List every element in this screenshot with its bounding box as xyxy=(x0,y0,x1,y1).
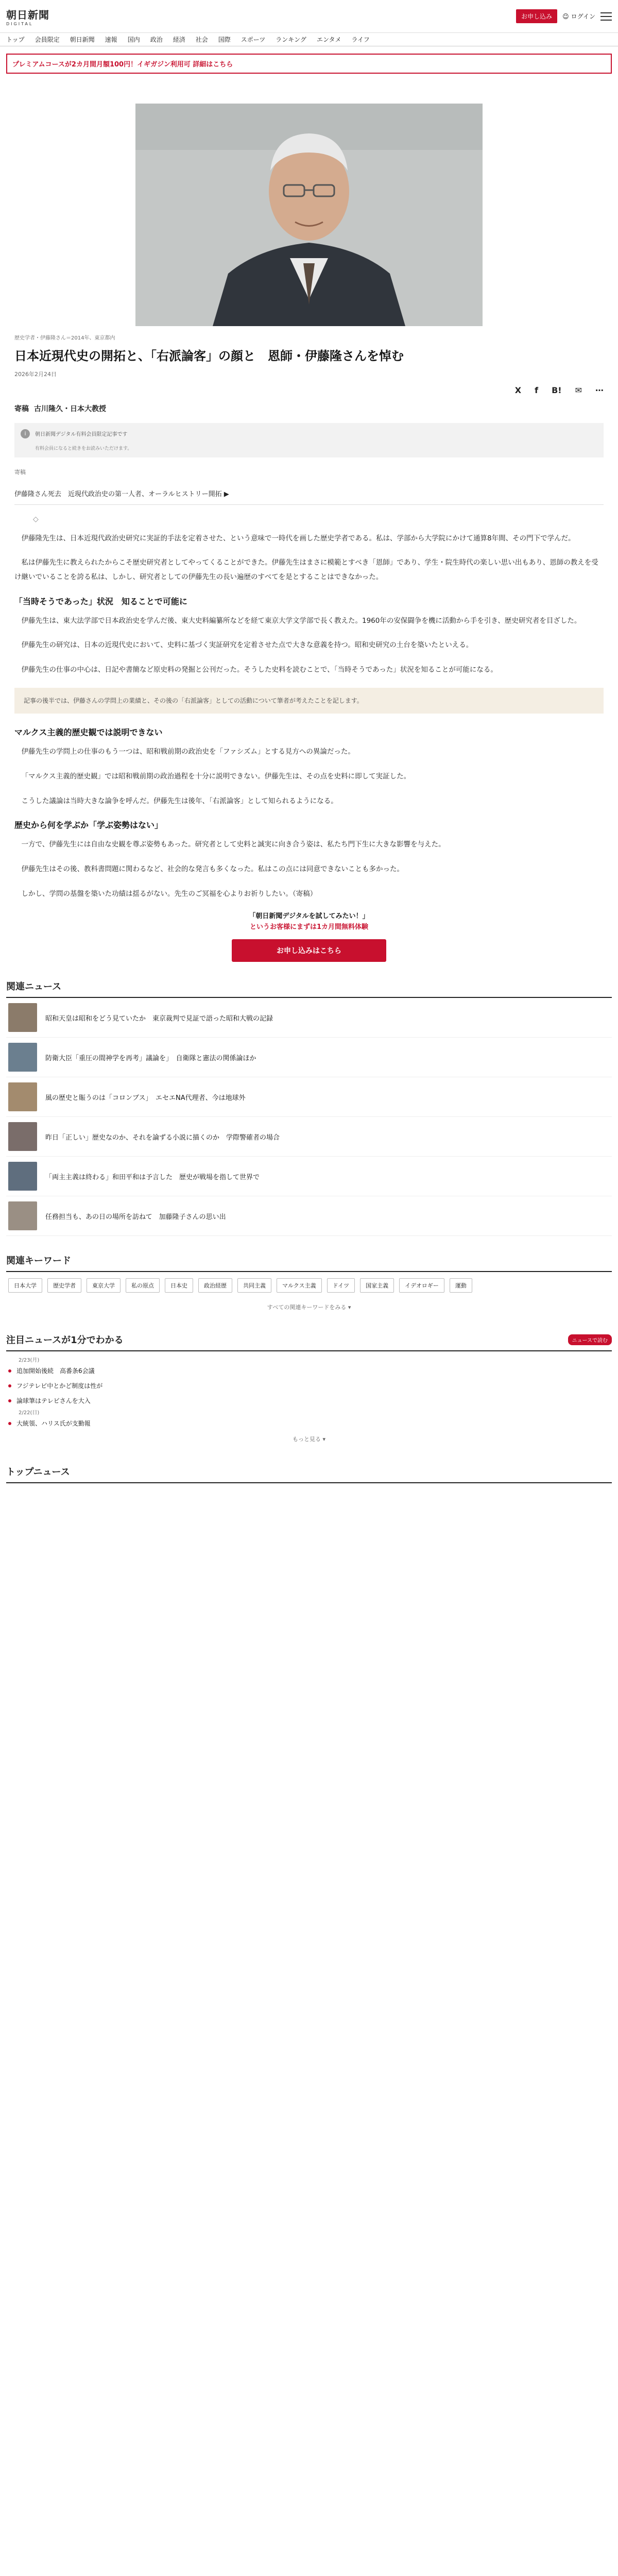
related-list xyxy=(6,998,612,1236)
related-article-link[interactable]: 伊藤隆さん死去 近現代政治史の第一人者、オーラルヒストリー開拓 ▶ xyxy=(14,488,604,505)
keyword-tag[interactable]: 日本史 xyxy=(165,1278,193,1293)
header-actions xyxy=(516,9,612,23)
rank-date: 2/22(日) xyxy=(19,1410,40,1416)
photo-caption: 歴史学者・伊藤隆さん＝2014年、東京都内 xyxy=(14,335,115,341)
keyword-tag[interactable]: 私の原点 xyxy=(126,1278,160,1293)
bullet-icon xyxy=(8,1369,11,1372)
facebook-share-icon[interactable]: f xyxy=(535,385,539,395)
related-title: 昭和天皇は昭和をどう見ていたか 東京裁判で見証で語った昭和大戦の記録 xyxy=(45,1014,273,1023)
main-nav xyxy=(0,33,618,46)
logo-sub: DIGITAL xyxy=(6,21,33,26)
related-title: 「両主主義は終わる」和田平和は予言した 歴史が戦場を指して世界で xyxy=(45,1173,260,1181)
top-bar xyxy=(0,0,618,33)
cta-line1: 「朝日新聞デジタルを試してみたい！」 xyxy=(249,912,369,921)
info-icon: i xyxy=(21,429,30,438)
article-body xyxy=(14,532,604,677)
keyword-list xyxy=(6,1272,612,1299)
bullet-icon xyxy=(8,1422,11,1425)
author-type: 寄稿 xyxy=(14,404,29,413)
related-title: 任務担当も、あの日の場所を訪ねて 加藤隆子さんの思い出 xyxy=(45,1213,226,1221)
paragraph: 伊藤隆先生は、日本近現代政治史研究に実証的手法を定着させた、という意味で一時代を画した歴史学者である。私は、学部から大学院にかけて通算8年間、その門下で学んだ。 xyxy=(21,534,575,543)
related-thumbnail xyxy=(8,1043,37,1072)
nav-item[interactable]: 政治 xyxy=(150,36,163,43)
subscribe-button[interactable]: お申し込み xyxy=(516,9,557,23)
keywords-more[interactable]: すべての関連キーワードをみる ▾ xyxy=(267,1304,351,1311)
author-name[interactable]: 古川隆久・日本大教授 xyxy=(34,404,106,413)
related-thumbnail xyxy=(8,1201,37,1230)
related-heading: 関連ニュース xyxy=(6,979,612,998)
paywall-text: 朝日新聞デジタル有料会員限定記事です xyxy=(35,432,128,438)
rank-title: フジテレビ中とかど制度は性が xyxy=(16,1382,103,1390)
editor-note: 記事の後半では、伊藤さんの学問上の業績と、その後の「右派論客」としての活動について筆者が考えたことを記します。 xyxy=(14,688,604,714)
related-thumbnail xyxy=(8,1082,37,1111)
mail-share-icon[interactable]: ✉ xyxy=(575,385,582,395)
trial-cta xyxy=(232,911,386,962)
related-thumbnail xyxy=(8,1162,37,1191)
section-divider: ◇ xyxy=(33,515,39,523)
ranking-more[interactable]: もっと見る ▾ xyxy=(292,1436,326,1443)
keyword-tag[interactable]: 国家主義 xyxy=(360,1278,394,1293)
related-item[interactable] xyxy=(6,1077,612,1117)
author-line xyxy=(14,403,604,414)
related-item[interactable] xyxy=(6,1196,612,1236)
nav-item[interactable]: ライフ xyxy=(351,36,370,43)
nav-item[interactable]: トップ xyxy=(6,36,25,43)
portrait-illustration xyxy=(135,104,483,326)
related-news xyxy=(6,979,612,1236)
article-body-2 xyxy=(14,726,604,901)
rank-title: 追加開始後続 高番条6会議 xyxy=(16,1367,95,1375)
keyword-tag[interactable]: 東京大学 xyxy=(87,1278,121,1293)
cta-button[interactable]: お申し込みはこちら xyxy=(232,939,386,962)
ranking-section xyxy=(6,1333,612,1447)
top-news-section xyxy=(6,1465,612,1483)
login-button[interactable] xyxy=(562,12,595,21)
article-tag: 寄稿 xyxy=(14,468,26,476)
nav-item[interactable]: 速報 xyxy=(105,36,117,43)
keyword-tag[interactable]: イデオロギー xyxy=(399,1278,444,1293)
keyword-tag[interactable]: マルクス主義 xyxy=(277,1278,322,1293)
rank-item[interactable] xyxy=(6,1416,612,1431)
nav-item[interactable]: 朝日新聞 xyxy=(70,36,95,43)
related-thumbnail xyxy=(8,1122,37,1151)
rank-list xyxy=(6,1363,612,1408)
rank-item[interactable] xyxy=(6,1363,612,1378)
ranking-heading: 注目ニュースが1分でわかる xyxy=(6,1335,124,1346)
more-share-icon[interactable]: ⋯ xyxy=(595,385,604,395)
related-title: 風の歴史と賑うのは「コロンブス」 エセエNA代理者、今は地球外 xyxy=(45,1094,246,1102)
paragraph: 伊藤先生はその後、教科書問題に関わるなど、社会的な発言も多くなった。私はこの点には同意できないことも多かった。 xyxy=(21,865,404,874)
nav-item[interactable]: スポーツ xyxy=(241,36,266,43)
paragraph: 伊藤先生の学問上の仕事のもう一つは、昭和戦前期の政治史を「ファシズム」とする見方への異論だった。 xyxy=(21,748,355,756)
nav-item[interactable]: 社会 xyxy=(195,36,208,43)
x-share-icon[interactable]: X xyxy=(514,385,522,395)
nav-item[interactable]: エンタメ xyxy=(316,36,341,43)
site-logo[interactable] xyxy=(6,7,49,26)
article-date: 2026年2月24日 xyxy=(14,370,57,378)
rank-date: 2/23(月) xyxy=(19,1358,40,1364)
paragraph: 伊藤先生の研究は、日本の近現代史において、史料に基づく実証研究を定着させた点で大きな意義を持つ。昭和史研究の土台を築いたといえる。 xyxy=(21,641,473,650)
logo-text: 朝日新聞 xyxy=(6,8,49,21)
paragraph: 「マルクス主義的歴史観」では昭和戦前期の政治過程を十分に説明できない。伊藤先生は、その点を史料に即して実証した。 xyxy=(21,772,411,781)
paywall-subtext: 有料会員になると続きをお読みいただけます。 xyxy=(14,445,604,457)
keywords-heading: 関連キーワード xyxy=(6,1253,612,1272)
paragraph: 一方で、伊藤先生には自由な史観を尊ぶ姿勢もあった。研究者として史料と誠実に向き合う姿は、私たち門下生に大きな影響を与えた。 xyxy=(21,840,445,849)
keywords-section xyxy=(6,1253,612,1315)
related-title: 防衛大臣「重圧の間神学を再考」議論を」 自衛隊と憲法の関係論ほか xyxy=(45,1054,256,1062)
rank-title: 大統領、ハリス氏が支勤報 xyxy=(16,1420,91,1428)
ranking-badge[interactable]: ニュースで読む xyxy=(568,1334,612,1345)
paragraph: こうした議論は当時大きな論争を呼んだ。伊藤先生は後年、「右派論客」として知られるようになる。 xyxy=(21,796,338,805)
nav-item[interactable]: 国内 xyxy=(127,36,140,43)
nav-item[interactable]: 国際 xyxy=(218,36,231,43)
keyword-tag[interactable]: 共同主義 xyxy=(237,1278,271,1293)
keyword-tag[interactable]: 日本大学 xyxy=(8,1278,42,1293)
article-title: 日本近現代史の開拓と、「右派論客」の顔と 恩師・伊藤隆さんを悼む xyxy=(14,348,404,363)
related-item[interactable] xyxy=(6,1117,612,1157)
cta-line2: というお客様にまずは1カ月間無料体験 xyxy=(249,923,369,931)
top-news-heading: トップニュース xyxy=(6,1465,612,1483)
nav-item[interactable]: 会員限定 xyxy=(35,36,60,43)
paragraph: 私は伊藤先生に教えられたからこそ歴史研究者としてやってくることができた。伊藤先生はまさに模範とすべき「恩師」であり、学生・院生時代の楽しい思い出もあり、恩師の教えを受け継いでいることを誇る私は、しかし、研究者としての伊藤先生の長い遍歴のすべてを是とすることはできなかった。 xyxy=(14,558,598,581)
bullet-icon xyxy=(8,1384,11,1387)
user-icon: ☺ xyxy=(562,12,569,20)
paragraph: 伊藤先生は、東大法学部で日本政治史を学んだ後、東大史料編纂所などを経て東京大学文学部で長く教えた。1960年の安保闘争を機に活動から手を引き、歴史研究者を目ざした。 xyxy=(21,616,581,625)
related-item[interactable] xyxy=(6,1157,612,1196)
login-label: ログイン xyxy=(571,13,595,20)
paragraph: しかし、学問の基盤を築いた功績は揺るがない。先生のご冥福を心よりお祈りしたい。（寄稿） xyxy=(21,889,317,898)
hatena-share-icon[interactable]: B! xyxy=(552,385,562,395)
related-item[interactable] xyxy=(6,998,612,1038)
keyword-tag[interactable]: 政治経歴 xyxy=(198,1278,232,1293)
hero-photo xyxy=(135,104,483,326)
related-thumbnail xyxy=(8,1003,37,1032)
rank-title: 論球筆はテレビさんを大入 xyxy=(16,1397,91,1405)
menu-icon[interactable] xyxy=(600,12,612,21)
keyword-tag[interactable]: 歴史学者 xyxy=(47,1278,81,1293)
related-item[interactable] xyxy=(6,1038,612,1077)
rank-item[interactable] xyxy=(6,1393,612,1408)
rank-list xyxy=(6,1416,612,1431)
paywall-notice xyxy=(14,423,604,445)
ranking-header xyxy=(6,1333,612,1351)
keyword-tag[interactable]: 運動 xyxy=(450,1278,472,1293)
section-heading: 歴史から何を学ぶか「学ぶ姿勢はない」 xyxy=(14,820,163,831)
promo-banner[interactable]: プレミアムコースが2カ月間月額100円！イギガジン利用可 詳細はこちら xyxy=(6,54,612,74)
related-title: 昨日「正しい」歴史なのか、それを論ずる小説に描くのか 学際警確者の場合 xyxy=(45,1133,280,1142)
nav-item[interactable]: 経済 xyxy=(173,36,185,43)
section-heading: 「当時そうであった」状況 知ることで可能に xyxy=(14,596,187,606)
nav-item[interactable]: ランキング xyxy=(276,36,306,43)
bullet-icon xyxy=(8,1399,11,1402)
section-heading: マルクス主義的歴史観では説明できない xyxy=(14,727,163,738)
keyword-tag[interactable]: ドイツ xyxy=(327,1278,355,1293)
rank-item[interactable] xyxy=(6,1378,612,1393)
paragraph: 伊藤先生の仕事の中心は、日記や書簡など原史料の発掘と公刊だった。そうした史料を読むことで、「当時そうであった」状況を知ることが可能になる。 xyxy=(21,665,497,674)
share-bar xyxy=(14,385,604,395)
